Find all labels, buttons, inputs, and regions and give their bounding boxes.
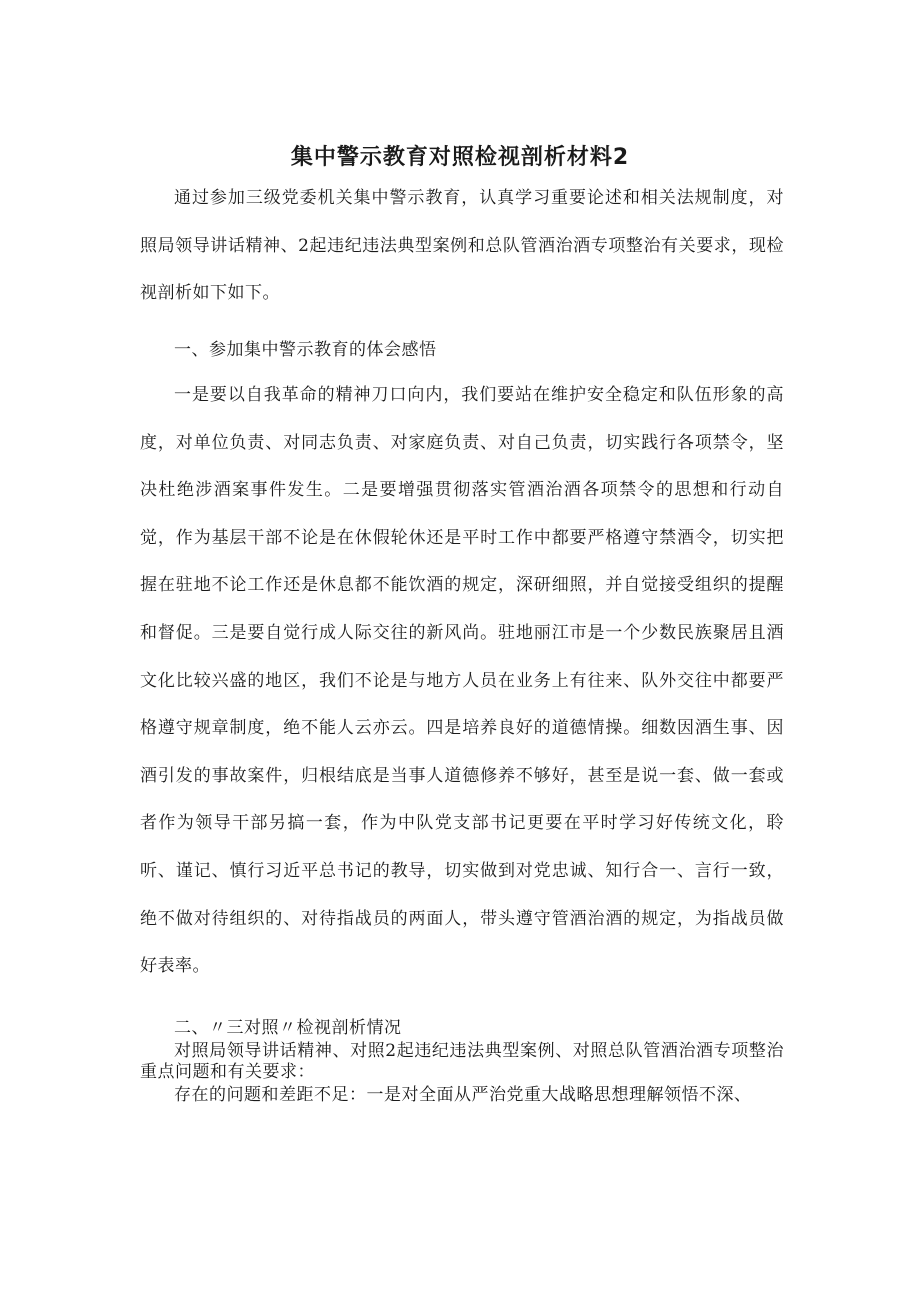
section-2-intro: 对照局领导讲话精神、对照2起违纪违法典型案例、对照总队管酒治酒专项整治重点问题和有关要求： [140,1041,784,1082]
section-1-heading: 一、参加集中警示教育的体会感悟 [174,340,437,360]
section-2-heading: 二、〃三对照〃检视剖析情况 [174,1018,402,1038]
intro-paragraph: 通过参加三级党委机关集中警示教育，认真学习重要论述和相关法规制度，对照局领导讲话精神、2起违纪违法典型案例和总队管酒治酒专项整治有关要求，现检视剖析如下如下。 [140,188,784,304]
section-2-body: 存在的问题和差距不足：一是对全面从严治党重大战略思想理解领悟不深、 [174,1085,752,1105]
document-title: 集中警示教育对照检视剖析材料2 [290,145,630,170]
section-1-body: 一是要以自我革命的精神刀口向内，我们要站在维护安全稳定和队伍形象的高度，对单位负责、对同志负责、对家庭负责、对自己负责，切实践行各项禁令，坚决杜绝涉酒案事件发生。二是要增强贯彻落实管酒治酒各项禁令的思想和行动自觉，作为基层干部不论是在休假轮休还是平时工作中都要严格遵守禁酒令，切实把握在驻地不论工作还是休息都不能饮酒的规定，深研细照，并自觉接受组织的提醒和督促。三是要自觉行成人际交往的新风尚。驻地丽江市是一个少数民族聚居且酒文化比较兴盛的地区，我们不论是与地方人员在业务上有往来、队外交往中都要严格遵守规章制度，绝不能人云亦云。四是培养良好的道德情操。细数因酒生事、因酒引发的事故案件，归根结底是当事人道德修养不够好，甚至是说一套、做一套或者作为领导干部另搞一套，作为中队党支部书记更要在平时学习好传统文化，聆听、谨记、慎行习近平总书记的教导，切实做到对党忠诚、知行合一、言行一致，绝不做对待组织的、对待指战员的两面人，带头遵守管酒治酒的规定，为指战员做好表率。 [140,385,784,977]
